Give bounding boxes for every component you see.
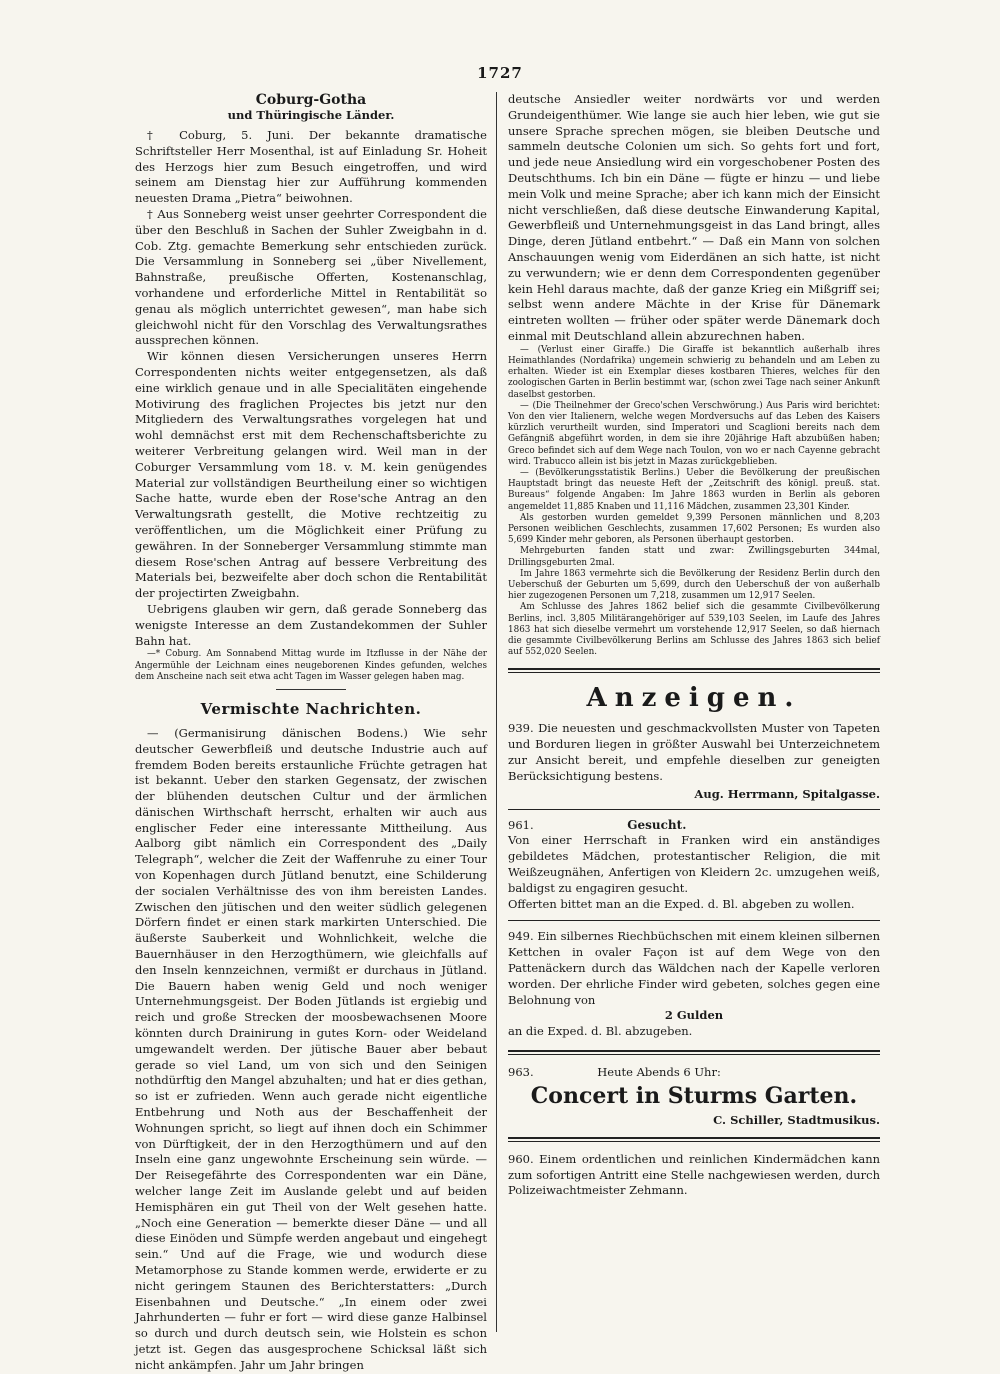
ad-rule-double — [508, 1050, 880, 1055]
ad-closing: an die Exped. d. Bl. abzugeben. — [508, 1024, 693, 1039]
statistics-deaths: Als gestorben wurden gemeldet 9,399 Personen männlichen und 8,203 Personen weiblichen Geschlechts, zusammen 17,602 Personen; Es wurden also 5,699 Kinder mehr geboren, als Personen überhaupt gestorben. — [508, 512, 880, 546]
ad-939 — [508, 721, 880, 800]
ad-title: Gesucht. — [627, 817, 687, 832]
ad-rule — [508, 920, 880, 921]
statistics-total: Am Schlusse des Jahres 1862 belief sich die gesammte Civilbevölkerung Berlins, incl. 3,805 Militärangehöriger auf 539,103 Seelen, im Laufe des Jahres 1863 hat sich dieselbe vermehrt um vorstehende 12,917 Seelen, so daß hiernach die gesammte Civilbevölkerung Berlins am Schlusse des Jahres 1863 sich belief auf 552,020 Seelen. — [508, 602, 880, 658]
concert-title: Concert in Sturms Garten. — [530, 1082, 858, 1109]
ads-rule-top — [508, 668, 880, 673]
statistics-multiple-births: Mehrgeburten fanden statt und zwar: Zwillingsgeburten 344mal, Drillingsgeburten 2mal. — [508, 546, 880, 568]
ad-rule — [508, 809, 880, 810]
coburg-paragraph-1: † Coburg, 5. Juni. Der bekannte dramatische Schriftsteller Herr Mosenthal, ist auf Einladung Sr. Hoheit des Herzogs hier zum Besuch eingetroffen, und wird seinem am Dienstag hier zur Aufführung kommenden neuesten Drama „Pietra“ beiwohnen. — [135, 128, 487, 206]
ad-number: 949. — [508, 929, 534, 944]
ad-signature: Aug. Herrmann, Spitalgasse. — [694, 786, 880, 801]
ad-number: 961. — [508, 817, 534, 832]
giraffe-article: — (Verlust einer Giraffe.) Die Giraffe ist bekanntlich außerhalb ihres Heimathlandes (Nordafrika) ungemein schwierig zu behandeln und am Leben zu erhalten. Wieder ist ein Exemplar dieses kostbaren Thieres, welches für den zoologischen Garten in Berlin bestimmt war, (schon zwei Tage nach seiner Ankunft daselbst gestorben. — [508, 344, 880, 400]
separator — [276, 689, 346, 690]
anzeigen-heading: Anzeigen. — [586, 683, 802, 714]
continued-article: deutsche Ansiedler weiter nordwärts vor und werden Grundeigenthümer. Wie lange sie auch hier leben, wie gut sie unsere Sprache sprechen mögen, sie bleiben Deutsche und sammeln deutsche Colonien um sich. So gehts fort und fort, und jede neue Ansiedlung wird ein vorgeschobener Posten des Deutschthums. Ich bin ein Däne — fügte er hinzu — und liebe mein Volk und meine Sprache; aber ich kann mich der Einsicht nicht verschließen, daß diese deutsche Einwanderung Kapital, Gewerbfleiß und Unternehmungsgeist in das Land bringt, alles Dinge, deren Jütland entbehrt.“ — Daß ein Mann von solchen Anschauungen wenig vom Eiderdänen an sich hatte, ist nicht zu verwundern; wie er denn dem Correspondenten gegenüber kein Hehl daraus machte, daß der ganze Krieg ein Mißgriff sei; selbst wenn andere Mächte in der Krise für Dänemark eintreten wollten — früher oder später werde Dänemark doch einmal mit Deutschland allein abzurechnen haben. — [508, 92, 880, 343]
ad-time: Heute Abends 6 Uhr: — [597, 1064, 721, 1079]
page-number: 1727 — [477, 64, 523, 82]
ad-961 — [508, 818, 880, 913]
coburg-paragraph-2: † Aus Sonneberg weist unser geehrter Correspondent die über den Beschluß in Sachen der Suhler Zweigbahn in d. Cob. Ztg. gemachte Bemerkung sehr entschieden zurück. Die Versammlung in Sonneberg sei „über Nivellement, Bahnstraße, preußische Offerten, Kostenanschlag, vorhandene und erforderliche Mittel in Rentabilität so genau als möglich unterrichtet gewesen“, man habe sich gleichwohl nicht für den Vorschlag des Verwaltungsrathes aussprechen können. — [135, 206, 487, 348]
coburg-paragraph-3: Wir können diesen Versicherungen unseres Herrn Correspondenten nichts weiter entgegensetzen, als daß eine wirklich genaue und in alle Specialitäten eingehende Motivirung des fraglichen Projectes bis jetzt nur den Mitgliedern des Verwaltungsrathes vorgelegen hat und wohl demnächst erst mit dem Rechenschaftsberichte zu weiterer Verbreitung gelangen wird. Weil man in der Coburger Versammlung vom 18. v. M. kein genügendes Material zur vollständigen Beurtheilung einer so wichtigen Sache hatte, wurde eben der Rose'sche Antrag an den Verwaltungsrath gestellt, die Motive rechtzeitig zu veröffentlichen, um die Möglichkeit einer Prüfung zu gewähren. In der Sonneberger Versammlung stimmte man diesem Rose'schen Antrag auf bessere Verbreitung des Materials bei, bezweifelte aber doch schon die Rentabilität der projectirten Zweigbahn. — [135, 349, 487, 601]
ad-reward: 2 Gulden — [664, 1008, 724, 1023]
coburg-subheading: und Thüringische Länder. — [227, 108, 395, 122]
right-column — [508, 92, 880, 1199]
left-column — [135, 92, 487, 1374]
ad-text: Ein silbernes Riechbüchschen mit einem kleinen silbernen Kettchen in ovaler Façon ist auf dem Wege von den Pattenäckern durch das Wäldchen nach der Kapelle verloren worden. Der ehrliche Finder wird gebeten, solches gegen eine Belohnung von — [508, 929, 881, 1007]
column-divider — [496, 92, 497, 1332]
ad-text: Einem ordentlichen und reinlichen Kindermädchen kann zum sofortigen Antritt eine Stelle nachgewiesen werden, durch Polizeiwachtmeister Zehmann. — [508, 1151, 881, 1198]
ad-960 — [508, 1152, 880, 1199]
greco-article: — (Die Theilnehmer der Greco'schen Verschwörung.) Aus Paris wird berichtet: Von den vier Italienern, welche wegen Mordversuchs auf das Leben des Kaisers kürzlich verurtheilt wurden, sind Imperatori und Scaglioni bereits nach dem Gefängniß abgeführt worden, in dem sie ihre 20jährige Haft abzubüßen haben; Greco befindet sich auf dem Wege nach Toulon, von wo er nach Cayenne gebracht wird. Trabucco allein ist bis jetzt in Mazas zurückgeblieben. — [508, 400, 880, 467]
ad-number: 960. — [508, 1151, 534, 1166]
coburg-heading: Coburg-Gotha — [255, 92, 367, 108]
ad-number: 939. — [508, 721, 534, 736]
ad-rule-double — [508, 1137, 880, 1142]
germanisirung-article: — (Germanisirung dänischen Bodens.) Wie sehr deutscher Gewerbfleiß und deutsche Industrie auch auf fremdem Boden bereits erstaunliche Früchte getragen hat ist bekannt. Ueber den starken Gegensatz, der zwischen der blühenden deutschen Cultur und der ärmlichen dänischen Wirthschaft herrscht, erhalten wir auch aus englischer Feder eine interessante Mittheilung. Aus Aalborg gibt nämlich ein Correspondent des „Daily Telegraph“, welcher die Zeit der Waffenruhe zu einer Tour von Kopenhagen durch Jütland benutzt, eine Schilderung der socialen Verhältnisse des von ihm bereisten Landes. Zwischen den jütischen und den weiter südlich gelegenen Dörfern findet er einen stark markirten Unterschied. Die äußerste Sauberkeit und Wohnlichkeit, welche die Bauernhäuser in den Herzogthümern, wie gleichfalls auf den Inseln kennzeichnen, vermißt er durchaus in Jütland. Die Bauern haben wenig Geld und noch weniger Unternehmungsgeist. Der Boden Jütlands ist ergiebig und reich und große Strecken der moosbewachsenen Moore könnten durch Drainirung in gutes Korn- oder Weideland umgewandelt werden. Der jütische Bauer aber bebaut gerade so viel Land, um von sich und den Seinigen nothdürftig den Mangel abzuhalten; und hat er dies gethan, so ist er zufrieden. Wenn auch gerade nicht eigentliche Entbehrung und Noth aus der Beschaffenheit der Wohnungen spricht, so liegt auf ihnen doch ein Schimmer von Dürftigkeit, der in den Herzogthümern und auf den Inseln eine ganz ungewohnte Erscheinung sein würde. — Der Reisegefährte des Correspondenten war ein Däne, welcher lange Zeit im Auslande gelebt und auf beiden Hemisphären ein gut Theil von der Welt gesehen hatte. „Noch eine Generation — bemerkte dieser Däne — und all diese Einöden und Sümpfe werden angebaut und eingehegt sein.“ Und auf die Frage, wie und wodurch diese Metamorphose zu Stande kommen werde, erwiderte er zu nicht geringem Staunen des Berichterstatters: „Durch Eisenbahnen und Deutsche.“ „In einem oder zwei Jahrhunderten — fuhr er fort — wird diese ganze Halbinsel so durch und durch deutsch sein, wie Holstein es schon jetzt ist. Gegen das ausgesprochene Schicksal läßt sich nicht ankämpfen. Jahr um Jahr bringen — [135, 725, 487, 1372]
ad-949 — [508, 929, 880, 1040]
ad-text-2: Offerten bittet man an die Exped. d. Bl. abgeben zu wollen. — [508, 896, 855, 911]
ad-963 — [508, 1065, 880, 1127]
ad-text: Die neuesten und geschmackvollsten Muster von Tapeten und Borduren liegen in größter Auswahl bei Unterzeichnetem zur Ansicht bereit, und empfehle dieselben zur geneigten Berücksichtigung bestens. — [508, 721, 880, 783]
coburg-paragraph-4: Uebrigens glauben wir gern, daß gerade Sonneberg das wenigste Interesse an dem Zustandekommen der Suhler Bahn hat. — [135, 601, 487, 648]
ad-number: 963. — [508, 1064, 534, 1079]
ad-signature: C. Schiller, Stadtmusikus. — [713, 1112, 880, 1127]
coburg-paragraph-5: —* Coburg. Am Sonnabend Mittag wurde im Itzflusse in der Nähe der Angermühle der Leichnam eines neugeborenen Kindes gefunden, welches dem Anscheine nach seit etwa acht Tagen im Wasser gelegen haben mag. — [135, 649, 487, 682]
vermischte-heading: Vermischte Nachrichten. — [200, 699, 422, 718]
ad-text: Von einer Herrschaft in Franken wird ein anständiges gebildetes Mädchen, protestantischer Religion, die mit Weißzeugnähen, Anfertigen von Kleidern 2c. umzugehen weiß, baldigst zu engagiren gesucht. — [508, 833, 880, 895]
statistics-growth: Im Jahre 1863 vermehrte sich die Bevölkerung der Residenz Berlin durch den Ueberschuß der Geburten um 5,699, durch den Ueberschuß der von außerhalb hier zugezogenen Personen um 7,218, zusammen um 12,917 Seelen. — [508, 568, 880, 602]
statistics-article: — (Bevölkerungsstatistik Berlins.) Ueber die Bevölkerung der preußischen Hauptstadt bringt das neueste Heft der „Zeitschrift des königl. preuß. stat. Bureaus“ folgende Angaben: Im Jahre 1863 wurden in Berlin als geboren angemeldet 11,885 Knaben und 11,116 Mädchen, zusammen 23,301 Kinder. — [508, 467, 880, 512]
